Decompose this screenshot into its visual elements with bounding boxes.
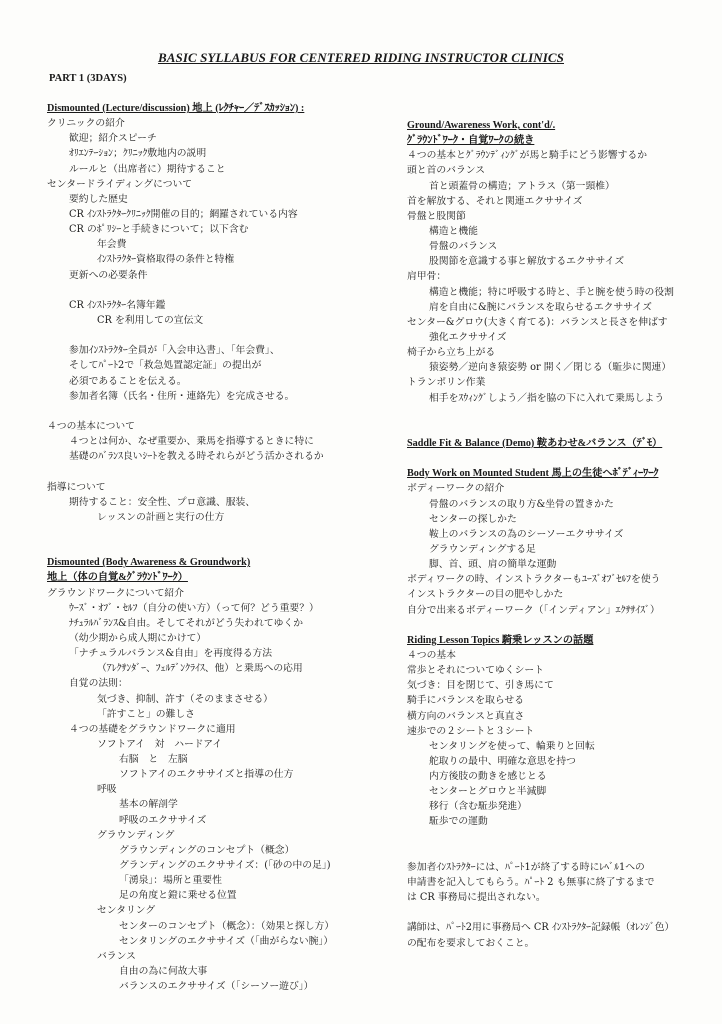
syllabus-line: 参加ｲﾝｽﾄﾗｸﾀｰ全員が「入会申込書」、「年会費」、 bbox=[69, 345, 280, 357]
section-heading: Body Work on Mounted Student 馬上の生徒へﾎﾞﾃﾞｨｰﾜｰｸ bbox=[407, 468, 659, 480]
syllabus-line: 申請書を記入してもらう。ﾊﾟｰﾄ 2 も無事に終了するまで bbox=[407, 877, 655, 889]
syllabus-line: 椅子から立ち上がる bbox=[407, 347, 496, 359]
syllabus-line: ﾅﾁｭﾗﾙﾊﾞﾗﾝｽ&自由。そしてそれがどう失われてゆくか bbox=[69, 617, 304, 629]
syllabus-line: 骨盤と股関節 bbox=[407, 210, 466, 222]
section-heading: Ground/Awareness Work, cont'd/. bbox=[407, 120, 556, 131]
syllabus-line: 常歩とそれについてゆくシート bbox=[407, 665, 544, 677]
syllabus-line: 「湧泉」：場所と重要性 bbox=[119, 875, 222, 887]
syllabus-line: （ｱﾚｸｻﾝﾀﾞｰ、ﾌｪﾙﾃﾞﾝｸﾗｲｽ、他）と乗馬への応用 bbox=[97, 663, 303, 675]
syllabus-line: （幼少期から成人期にかけて） bbox=[69, 632, 207, 644]
syllabus-line: 自分で出来るボディーワーク（「インディアン」ｴｸｻｻｲｽﾞ） bbox=[407, 604, 660, 616]
section-heading: ｸﾞﾗｳﾝﾄﾞﾜｰｸ・自覚ﾜｰｸの続き bbox=[407, 135, 535, 147]
syllabus-line: 基本の解剖学 bbox=[119, 799, 178, 811]
syllabus-line: 肩を自由に&腕にバランスを取らせるエクササイズ bbox=[429, 301, 652, 313]
syllabus-line: ルールと（出席者に）期待すること bbox=[69, 163, 226, 175]
syllabus-line: 期待すること：安全性、プロ意識、服装、 bbox=[69, 496, 256, 508]
syllabus-line: ｳｰｽﾞ・ｵﾌﾞ・ｾﾙﾌ（自分の使い方）（って何？どう重要？） bbox=[69, 602, 319, 614]
syllabus-line: ４つとは何か、なぜ重要か、乗馬を指導するときに特に bbox=[69, 436, 314, 448]
syllabus-line: 自由の為に何故大事 bbox=[119, 966, 208, 978]
syllabus-line: 呼吸のエクササイズ bbox=[119, 814, 207, 826]
syllabus-line: 舵取りの最中、明確な意思を持つ bbox=[429, 755, 576, 767]
syllabus-line: 股関節を意識する事と解放するエクササイズ bbox=[429, 256, 625, 268]
spacer bbox=[47, 525, 392, 555]
spacer bbox=[47, 328, 392, 343]
syllabus-line: 構造と機能 bbox=[429, 225, 478, 237]
syllabus-line: 気づき：目を閉じて、引き馬にて bbox=[407, 680, 554, 692]
syllabus-line: 「ナチュラルバランス&自由」を再度得る方法 bbox=[69, 648, 273, 660]
syllabus-line: グラウンドワークについて紹介 bbox=[47, 587, 184, 599]
spacer bbox=[407, 830, 707, 860]
syllabus-line: グランディングのエクササイズ：(「砂の中の足」) bbox=[119, 860, 331, 872]
syllabus-line: インストラクターの目の肥やしかた bbox=[407, 589, 564, 601]
syllabus-line: 右脳 と 左脳 bbox=[119, 754, 188, 766]
syllabus-line: バランスのエクササイズ（「シーソー遊び」） bbox=[119, 981, 314, 993]
syllabus-line: 強化エクササイズ bbox=[429, 331, 507, 343]
syllabus-line: 必須であることを伝える。 bbox=[69, 375, 187, 387]
syllabus-line: センターとグロウと半減脚 bbox=[429, 786, 547, 798]
syllabus-line: 指導について bbox=[47, 481, 106, 493]
syllabus-line: バランス bbox=[97, 950, 136, 962]
syllabus-line: 騎手にバランスを取らせる bbox=[407, 695, 524, 707]
syllabus-line: 参加者ｲﾝｽﾄﾗｸﾀｰには、ﾊﾟｰﾄ1が終了する時にﾚﾍﾞﾙ1への bbox=[407, 861, 645, 873]
syllabus-line: 歓迎；紹介スピーチ bbox=[69, 133, 157, 145]
syllabus-line: 気づき、抑制、許す（そのままさせる） bbox=[97, 693, 273, 705]
syllabus-line: 講師は、ﾊﾟｰﾄ2用に事務局へ CR ｲﾝｽﾄﾗｸﾀｰ記録帳（ｵﾚﾝｼﾞ色） bbox=[407, 922, 675, 934]
syllabus-line: 参加者名簿（氏名・住所・連絡先）を完成させる。 bbox=[69, 390, 295, 402]
syllabus-line: センタリングを使って、輪乗りと回転 bbox=[429, 740, 595, 752]
syllabus-line: CR ｲﾝｽﾄﾗｸﾀｰｸﾘﾆｯｸ開催の目的；網羅されている内容 bbox=[69, 208, 298, 220]
syllabus-line: センタリングのエクササイズ（「曲がらない腕」） bbox=[119, 935, 334, 947]
syllabus-line: 首を解放する、それと関連エクササイズ bbox=[407, 195, 583, 207]
syllabus-line: ４つの基本について bbox=[47, 420, 135, 432]
syllabus-line: 猿姿勢／逆向き猿姿勢 or 開く／閉じる（駈歩に関連） bbox=[429, 362, 672, 374]
syllabus-line: 構造と機能；特に呼吸する時と、手と腕を使う時の役割 bbox=[429, 286, 674, 298]
spacer bbox=[47, 283, 392, 298]
left-column bbox=[47, 101, 392, 994]
part-label: PART 1 (3DAYS) bbox=[49, 73, 127, 84]
syllabus-line: 速歩での２シートと３シート bbox=[407, 725, 535, 737]
syllabus-line: は CR 事務局に提出されない。 bbox=[407, 892, 546, 904]
syllabus-line: 要約した歴史 bbox=[69, 193, 128, 205]
section-heading: Saddle Fit & Balance (Demo) 鞍あわせ&バランス（ﾃﾞﾓ） bbox=[407, 437, 663, 449]
syllabus-line: トランポリン作業 bbox=[407, 377, 486, 389]
syllabus-line: 脚、首、頭、肩の簡単な運動 bbox=[429, 559, 557, 571]
syllabus-line: センターのコンセプト（概念）：（効果と探し方） bbox=[119, 920, 335, 932]
spacer bbox=[47, 404, 392, 419]
syllabus-line: 自覚の法則： bbox=[69, 678, 128, 690]
syllabus-line: 首と頭蓋骨の構造；アトラス（第一頸椎） bbox=[429, 180, 615, 192]
syllabus-line: ４つの基本 bbox=[407, 649, 456, 661]
syllabus-line: グラウンディングする足 bbox=[429, 543, 536, 555]
syllabus-line: そしてﾊﾟｰﾄ2で「救急処置認定証」の提出が bbox=[69, 360, 262, 372]
syllabus-line: 相手をｽｳｨﾝｸﾞしよう／指を脇の下に入れて乗馬しよう bbox=[429, 392, 665, 404]
syllabus-line: クリニックの紹介 bbox=[47, 118, 125, 130]
syllabus-line: グラウンディングのコンセプト（概念） bbox=[119, 844, 295, 856]
syllabus-line: 呼吸 bbox=[97, 784, 117, 796]
syllabus-line: ボディーワークの紹介 bbox=[407, 483, 505, 495]
syllabus-line: 横方向のバランスと真直さ bbox=[407, 710, 525, 722]
section-heading: Riding Lesson Topics 騎乗レッスンの話題 bbox=[407, 634, 594, 646]
syllabus-line: 内方後肢の動きを感じとる bbox=[429, 771, 547, 783]
syllabus-line: ソフトアイのエクササイズと指導の仕方 bbox=[119, 769, 294, 781]
syllabus-line: センタリング bbox=[97, 905, 156, 917]
syllabus-line: ｲﾝｽﾄﾗｸﾀｰ資格取得の条件と特権 bbox=[97, 254, 235, 266]
section-heading: Dismounted (Body Awareness & Groundwork) bbox=[47, 557, 251, 569]
syllabus-line: 駈歩での運動 bbox=[429, 816, 488, 828]
syllabus-line: CR を利用しての宣伝文 bbox=[97, 314, 204, 326]
syllabus-line: センターの探しかた bbox=[429, 513, 517, 525]
syllabus-line: 鞍上のバランスの為のシーソーエクササイズ bbox=[429, 528, 624, 540]
spacer bbox=[407, 406, 707, 436]
syllabus-line: 頭と首のバランス bbox=[407, 165, 486, 177]
spacer bbox=[47, 464, 392, 479]
syllabus-line: グラウンディング bbox=[97, 829, 175, 841]
syllabus-line: 肩甲骨： bbox=[407, 271, 447, 283]
syllabus-line: 移行（含む駈歩発進） bbox=[429, 801, 527, 813]
syllabus-line: CR ｲﾝｽﾄﾗｸﾀｰ名簿年鑑 bbox=[69, 299, 166, 311]
syllabus-line: ボディワークの時、インストラクターもﾕｰｽﾞｵﾌﾞｾﾙﾌを使う bbox=[407, 574, 661, 586]
syllabus-line: 年会費 bbox=[97, 239, 127, 251]
syllabus-line: センター&グロウ(大きく育てる)：バランスと長さを伸ばす bbox=[407, 316, 668, 328]
syllabus-line: 骨盤のバランス bbox=[429, 241, 498, 253]
syllabus-line: 更新への必要条件 bbox=[69, 269, 148, 281]
syllabus-line: CR のﾎﾟﾘｼｰと手続きについて；以下含む bbox=[69, 224, 249, 236]
syllabus-line: 「許すこと」の難しさ bbox=[97, 708, 195, 720]
syllabus-line: レッスンの計画と実行の仕方 bbox=[97, 511, 225, 523]
syllabus-line: 骨盤のバランスの取り方&坐骨の置きかた bbox=[429, 498, 614, 510]
section-heading: Dismounted (Lecture/discussion) 地上 (ﾚｸﾁｬｰ／ﾃﾞｽｶｯｼｮﾝ) : bbox=[47, 103, 305, 114]
document-title: BASIC SYLLABUS FOR CENTERED RIDING INSTRUCTOR CLINICS bbox=[157, 50, 564, 65]
spacer bbox=[407, 905, 707, 920]
syllabus-line: ４つの基礎をグラウンドワークに適用 bbox=[69, 723, 236, 735]
syllabus-line: 基礎のﾊﾞﾗﾝｽ良いｼｰﾄを教える時それらがどう活かされるか bbox=[69, 451, 324, 463]
syllabus-line: の配布を要求しておくこと。 bbox=[407, 937, 535, 949]
syllabus-line: 足の角度と鐙に乗せる位置 bbox=[119, 890, 237, 902]
syllabus-line: ４つの基本とｸﾞﾗｳﾝﾃﾞｨﾝｸﾞが馬と騎手にどう影響するか bbox=[407, 150, 648, 162]
syllabus-line: センタードライディングについて bbox=[47, 178, 193, 190]
syllabus-line: ｵﾘｴﾝﾃｰｼｮﾝ；ｸﾘﾆｯｸ敷地内の説明 bbox=[69, 148, 207, 160]
right-column bbox=[407, 118, 707, 951]
section-heading: 地上（体の自覚&ｸﾞﾗｳﾝﾄﾞﾜｰｸ） bbox=[47, 572, 188, 584]
spacer bbox=[407, 451, 707, 466]
syllabus-line: ソフトアイ 対 ハードアイ bbox=[97, 738, 223, 750]
spacer bbox=[407, 618, 707, 633]
